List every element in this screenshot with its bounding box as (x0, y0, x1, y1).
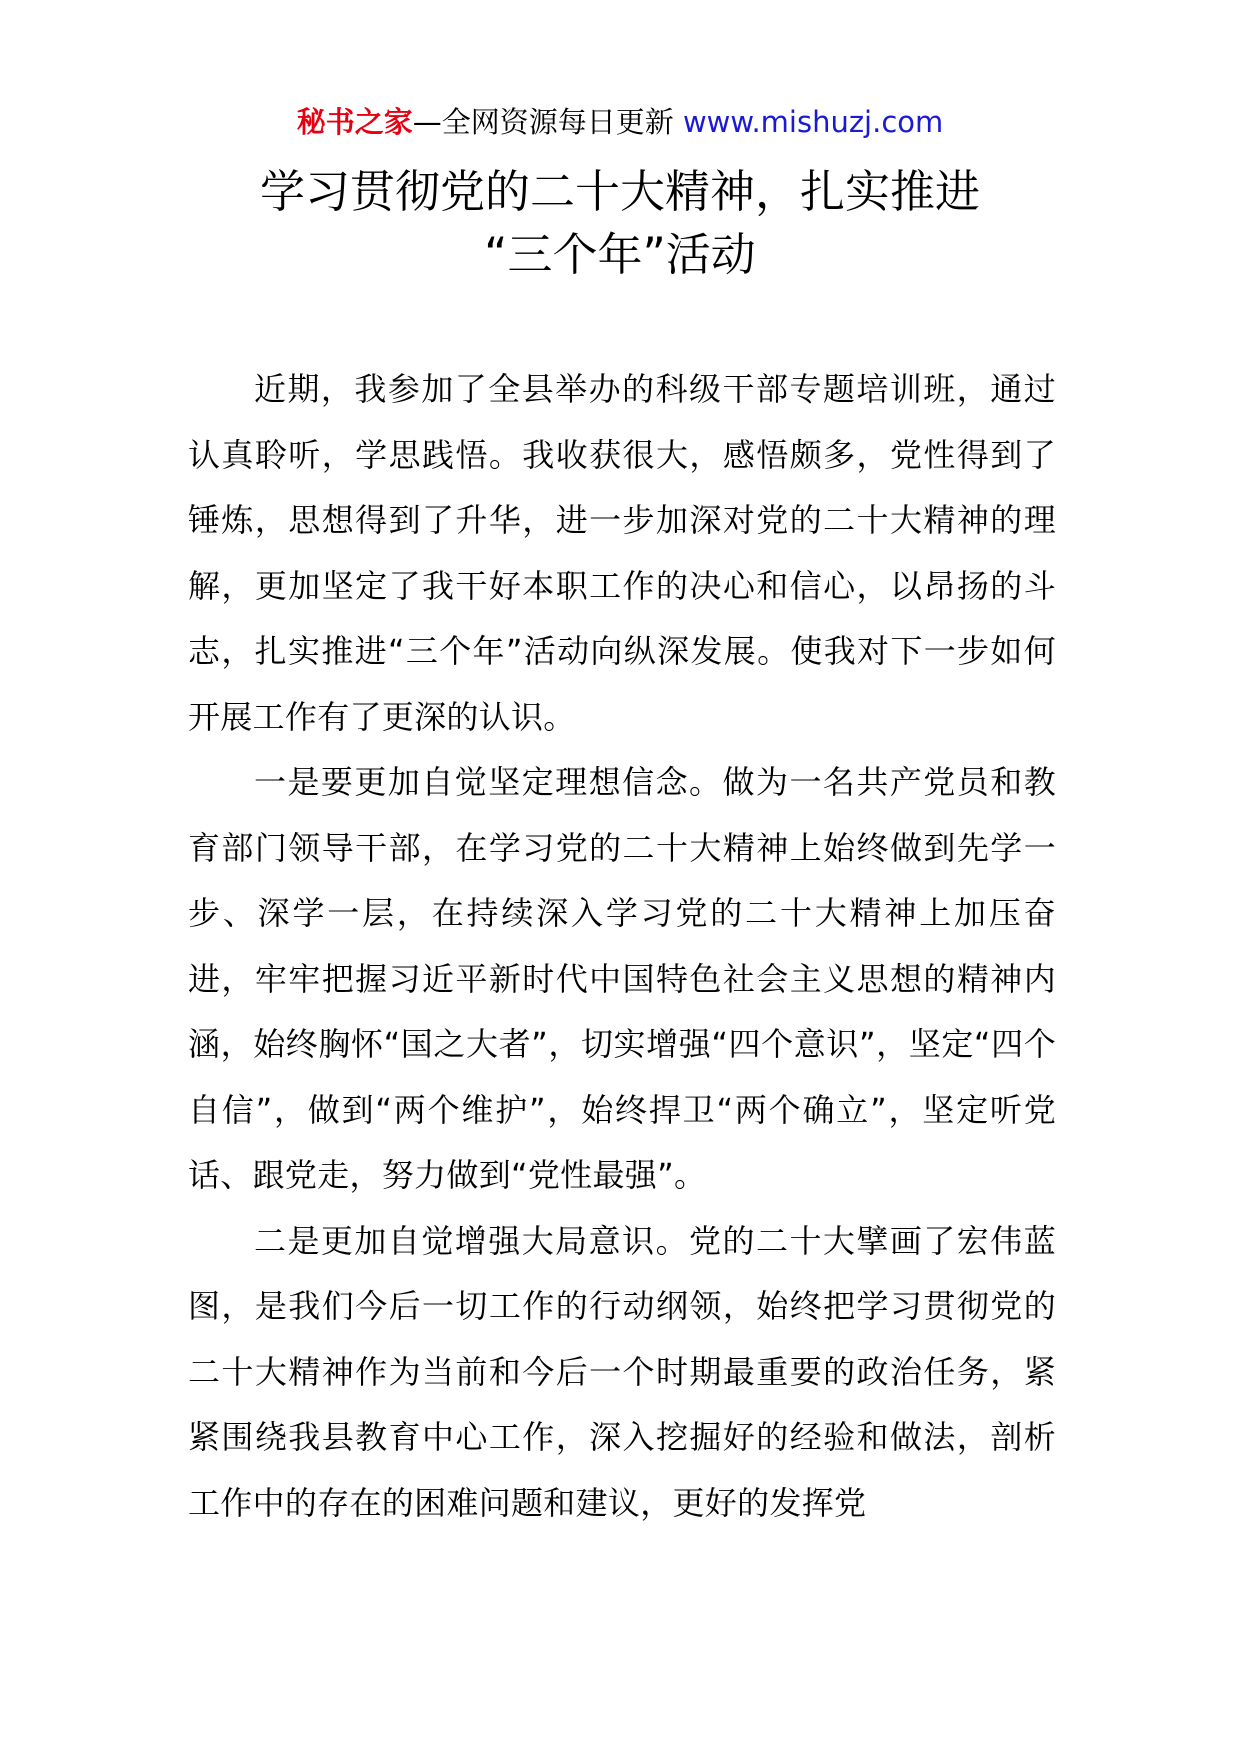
paragraph-point-1: 一是要更加自觉坚定理想信念。做为一名共产党员和教育部门领导干部，在学习党的二十大精神上始终做到先学一步、深学一层，在持续深入学习党的二十大精神上加压奋进，牢牢把握习近平新时代中国特色社会主义思想的精神内涵，始终胸怀“国之大者”，切实增强“四个意识”，坚定“四个自信”，做到“两个维护”，始终捍卫“两个确立”，坚定听党话、跟党走，努力做到“党性最强”。 (188, 763, 1056, 1194)
site-header (0, 102, 1240, 142)
document-title (0, 160, 1240, 286)
site-brand: 秘书之家 (296, 105, 413, 139)
title-line-1: 学习贯彻党的二十大精神，扎实推进 (259, 165, 980, 218)
document-body (188, 357, 1056, 1536)
title-line-2: “三个年”活动 (484, 228, 756, 281)
site-url-link[interactable]: www.mishuzj.com (682, 105, 944, 139)
paragraph-point-2: 二是更加自觉增强大局意识。党的二十大擘画了宏伟蓝图，是我们今后一切工作的行动纲领，始终把学习贯彻党的二十大精神作为当前和今后一个时期最重要的政治任务，紧紧围绕我县教育中心工作，深入挖掘好的经验和做法，剖析工作中的存在的困难问题和建议，更好的发挥党 (188, 1221, 1056, 1522)
site-tagline: —全网资源每日更新 (412, 105, 674, 139)
paragraph-intro: 近期，我参加了全县举办的科级干部专题培训班，通过认真聆听，学思践悟。我收获很大，感悟颇多，党性得到了锤炼，思想得到了升华，进一步加深对党的二十大精神的理解，更加坚定了我干好本职工作的决心和信心，以昂扬的斗志，扎实推进“三个年”活动向纵深发展。使我对下一步如何开展工作有了更深的认识。 (188, 370, 1056, 736)
